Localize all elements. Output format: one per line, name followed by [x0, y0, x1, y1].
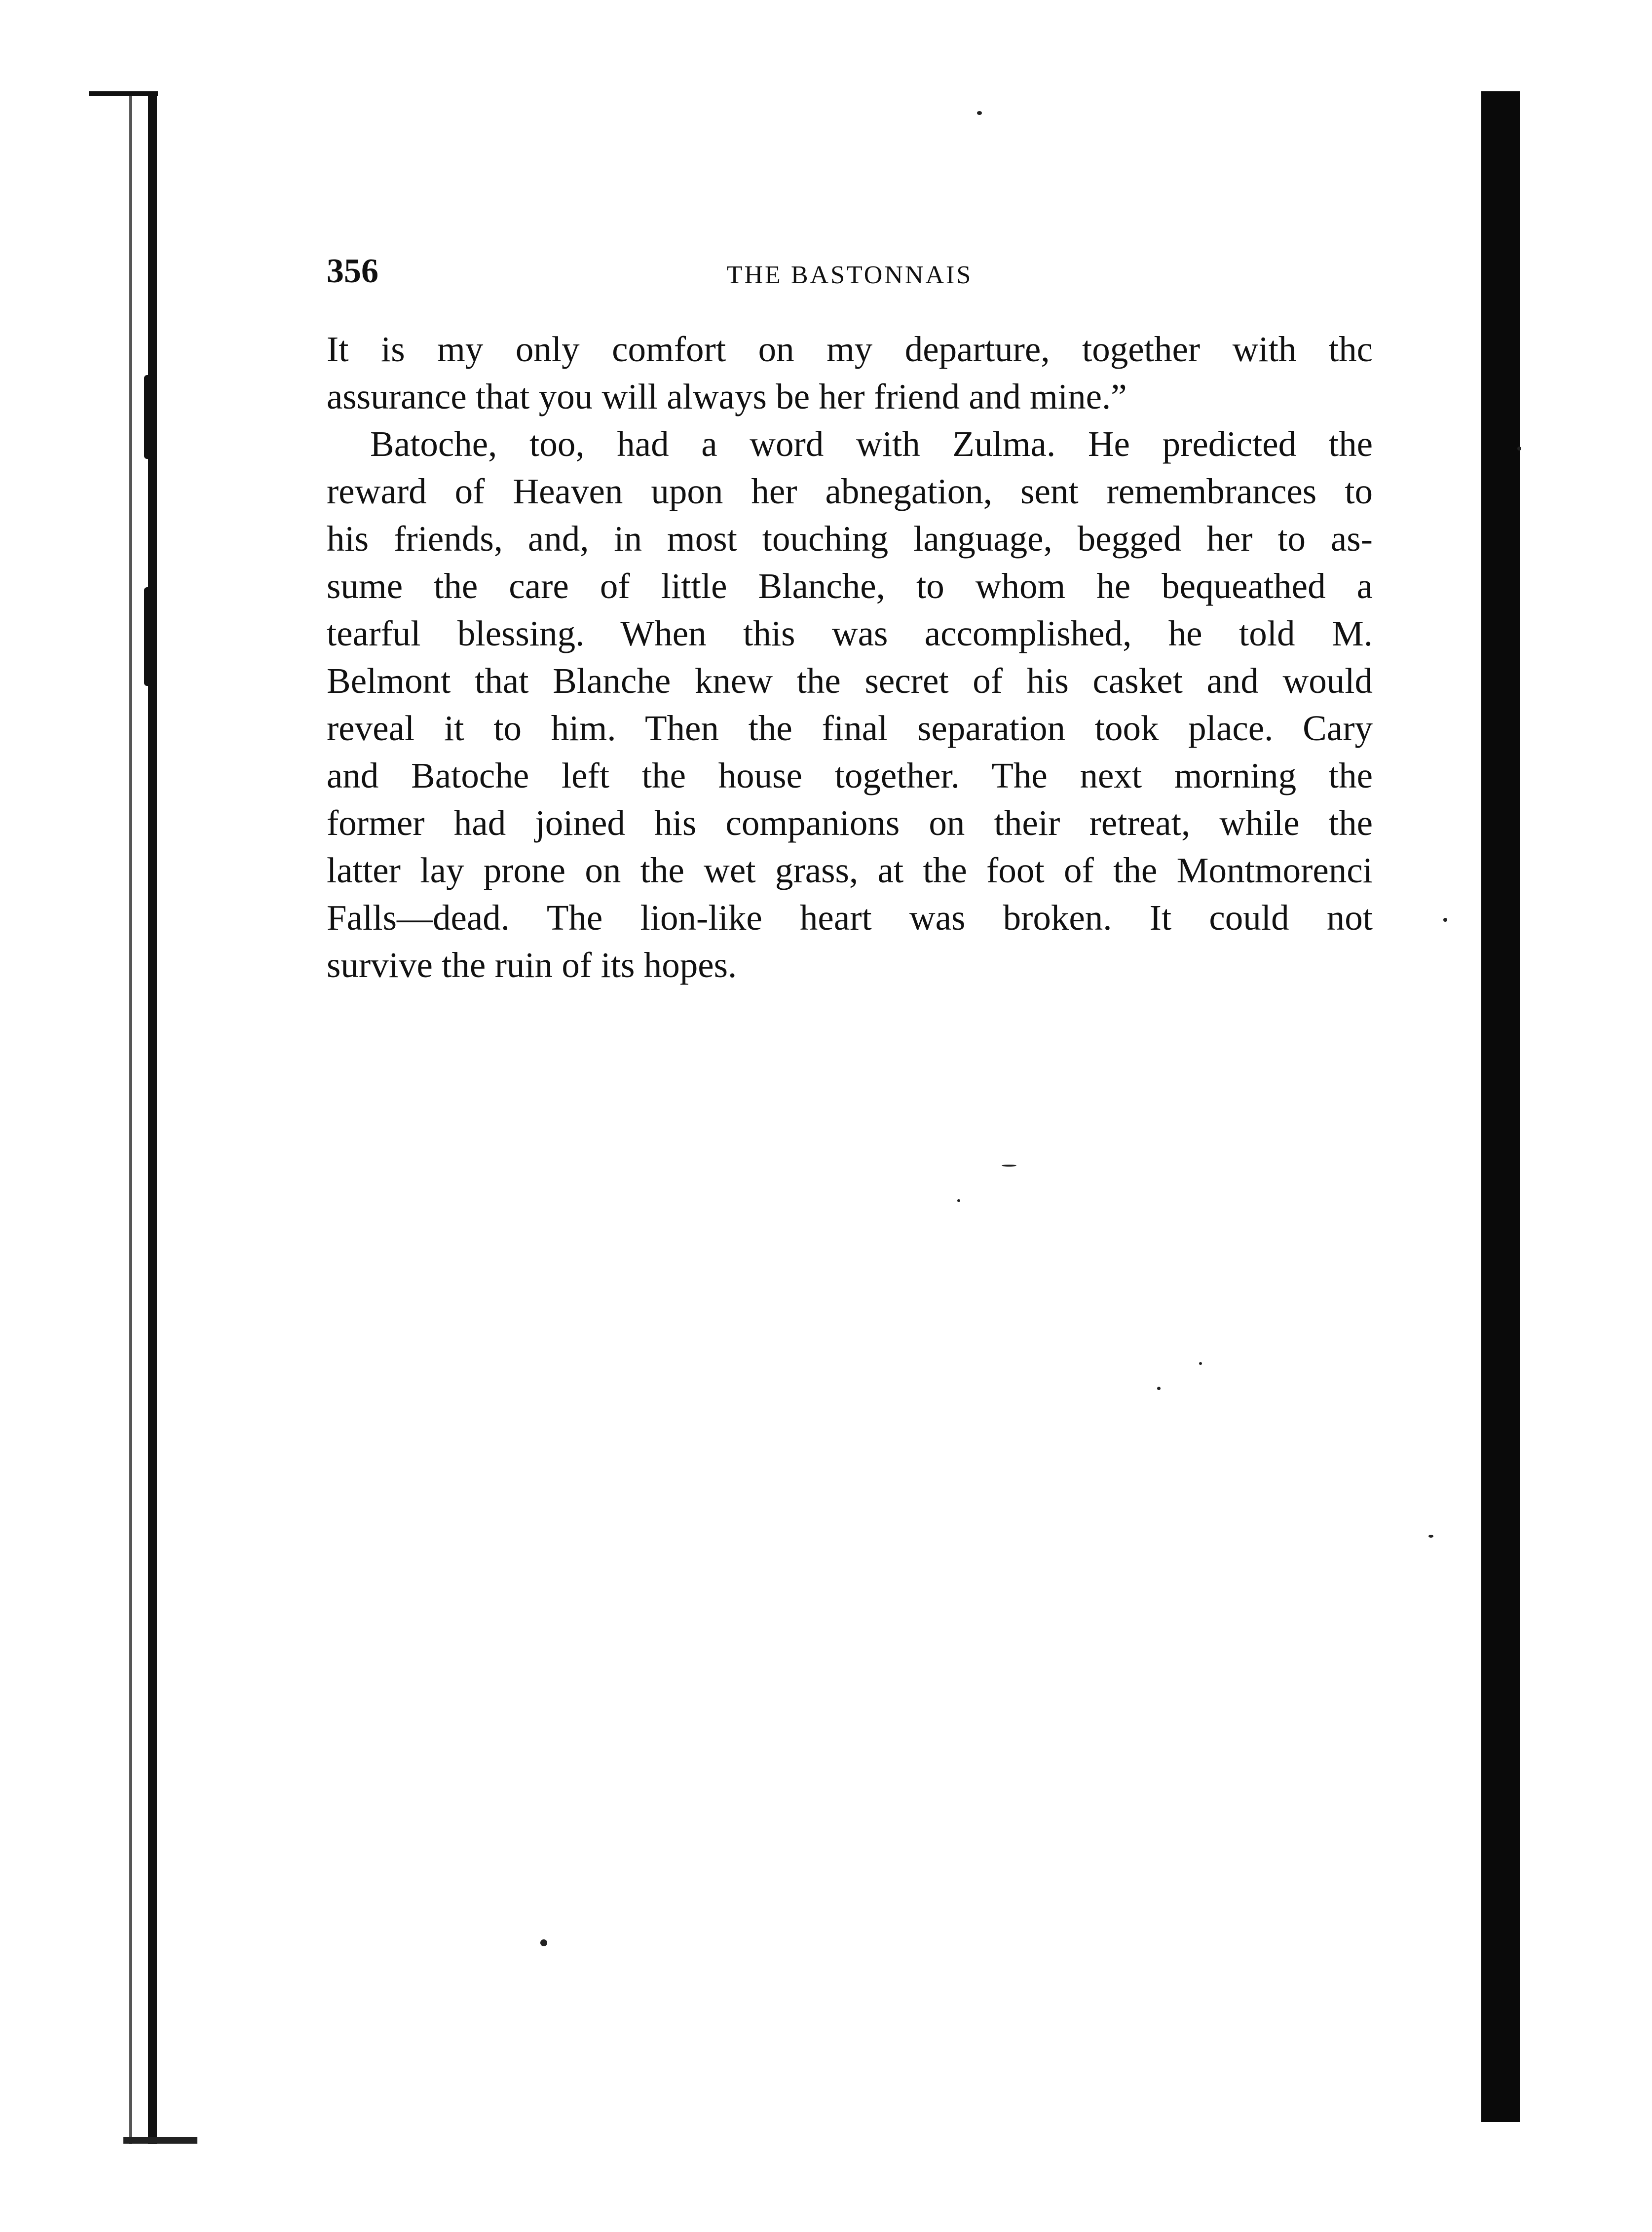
text-line: and Batoche left the house together. The next morning the — [327, 756, 1373, 795]
text-line: It is my only comfort on my departure, together with thc — [327, 329, 1373, 369]
text-line: his friends, and, in most touching language, begged her to as- — [327, 519, 1373, 559]
text-line: former had joined his companions on their retreat, while the — [327, 803, 1373, 843]
text-line: latter lay prone on the wet grass, at the foot of the Montmorenci — [327, 850, 1373, 890]
text-line: Falls—dead. The lion-like heart was broken. It could not — [327, 898, 1373, 938]
scan-speck — [1199, 1362, 1202, 1365]
scan-speck — [957, 1199, 960, 1202]
scan-edge-bump — [144, 587, 157, 686]
text-line: Belmont that Blanche knew the secret of his casket and would — [327, 661, 1373, 701]
scan-speck — [977, 111, 982, 115]
scan-speck — [1428, 1535, 1433, 1538]
scan-edge-left-thin — [129, 96, 132, 2144]
scan-speck — [540, 1939, 547, 1946]
scan-speck — [1517, 447, 1521, 451]
scan-edge-left-top — [89, 91, 158, 96]
body-text — [327, 326, 1373, 989]
scan-speck — [1443, 918, 1447, 922]
text-line: tearful blessing. When this was accomplished, he told M. — [327, 613, 1373, 653]
text-line: reward of Heaven upon her abnegation, sent remembrances to — [327, 471, 1373, 511]
text-line: Batoche, too, had a word with Zulma. He predicted the — [370, 424, 1373, 464]
scan-edge-left-bottom — [123, 2137, 197, 2144]
scan-speck — [1157, 1387, 1161, 1390]
page-number: 356 — [327, 252, 378, 290]
book-title: THE BASTONNAIS — [726, 261, 973, 289]
scan-speck — [1002, 1165, 1016, 1167]
scan-edge-right — [1481, 91, 1520, 2122]
running-head — [327, 252, 1373, 299]
text-line: survive the ruin of its hopes. — [327, 945, 737, 985]
text-line: assurance that you will always be her friend and mine.” — [327, 377, 1127, 416]
scan-edge-bump — [144, 375, 157, 459]
text-line: reveal it to him. Then the final separation took place. Cary — [327, 708, 1373, 748]
text-line: sume the care of little Blanche, to whom he bequeathed a — [327, 566, 1373, 606]
